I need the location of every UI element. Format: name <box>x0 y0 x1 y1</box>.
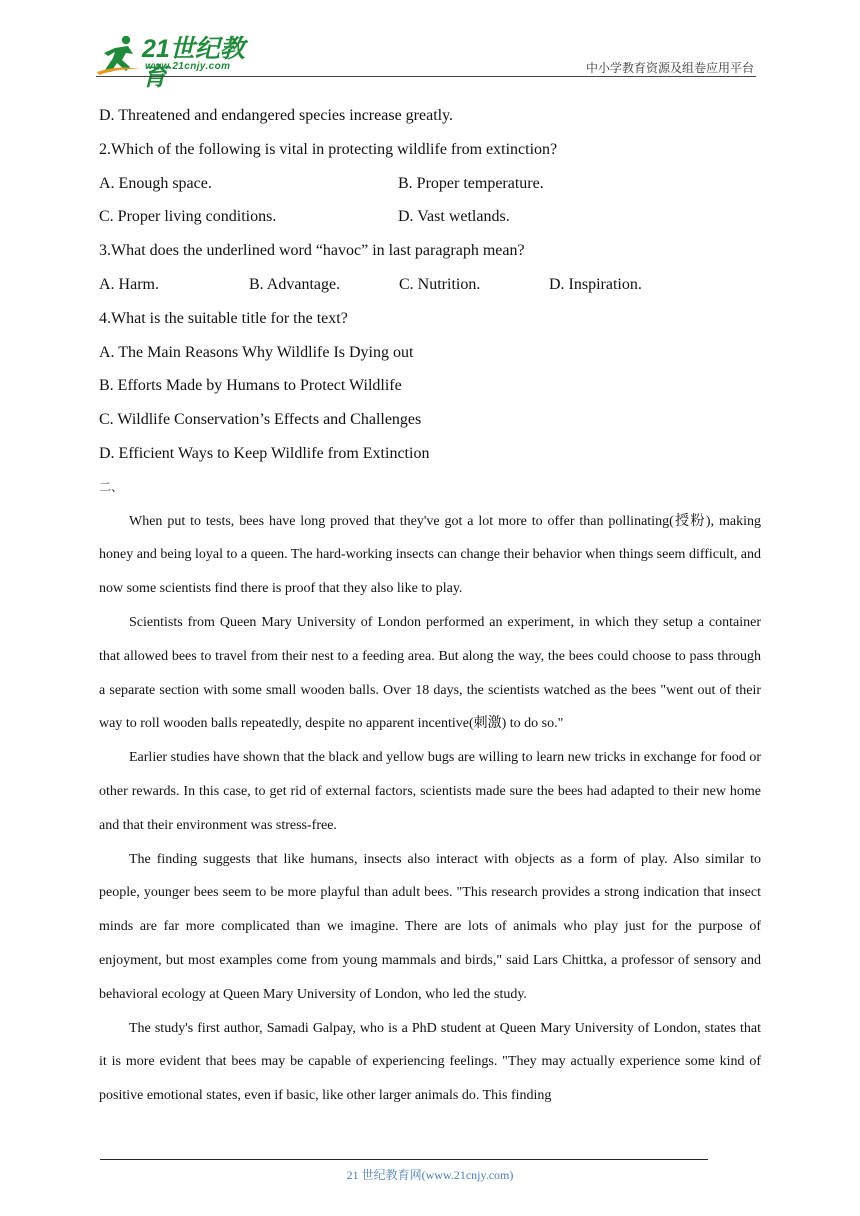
q2-option-c: C. Proper living conditions. <box>99 208 277 226</box>
header-divider <box>96 76 756 77</box>
q2-option-d: D. Vast wetlands. <box>398 208 510 226</box>
running-person-icon <box>95 34 143 78</box>
q1-option-d: D. Threatened and endangered species increase greatly. <box>99 107 454 124</box>
passage-paragraph-4: The finding suggests that like humans, insects also interact with objects as a form of play. Also similar to people, younger bees seem to be more playful than adult bees. "This research provides a strong indication that insect minds are far more complicated than we imagine. There are lots of animals who play just for the purpose of enjoyment, but most examples come from young mammals and birds," said Lars Chittka, a professor of sensory and behavioral ecology at Queen Mary University of London, who led the study. <box>99 851 761 1002</box>
header-tagline: 中小学教育资源及组卷应用平台 <box>585 61 754 75</box>
passage-paragraph-3: Earlier studies have shown that the black and yellow bugs are willing to learn new tricks in exchange for food or other rewards. In this case, to get rid of external factors, scientists made sure the bees had adapted to their new home and that their environment was stress-free. <box>99 750 761 833</box>
page-header <box>0 0 860 91</box>
logo-text: 21世纪教育 <box>142 35 245 91</box>
q3-option-b: B. Advantage. <box>249 275 341 293</box>
q2-option-b: B. Proper temperature. <box>398 174 544 192</box>
passage-paragraph-5: The study's first author, Samadi Galpay, who is a PhD student at Queen Mary University of London, states that it is more evident that bees may be capable of experiencing feelings. "They may actually experience some kind of positive emotional states, even if basic, like other larger animals do. This finding <box>99 1020 761 1104</box>
q2-options-row-2 <box>99 200 761 234</box>
q4-option-d: D. Efficient Ways to Keep Wildlife from Extinction <box>99 444 430 462</box>
logo-url: www.21cnjy.com <box>145 61 231 72</box>
page-content <box>99 99 761 1113</box>
footer-divider <box>100 1159 708 1160</box>
section-number: 二、 <box>99 479 124 494</box>
q4-option-b: B. Efforts Made by Humans to Protect Wildlife <box>99 377 402 395</box>
site-logo[interactable] <box>95 34 265 91</box>
question-2: 2.Which of the following is vital in protecting wildlife from extinction? <box>99 140 558 158</box>
q3-option-c: C. Nutrition. <box>399 275 481 293</box>
passage-paragraph-2: Scientists from Queen Mary University of London performed an experiment, in which they setup a container that allowed bees to travel from their nest to a feeding area. But along the way, the bees could choose to pass through a separate section with some small wooden balls. Over 18 days, the scientists watched as the bees "went out of their way to roll wooden balls repeatedly, despite no apparent incentive(刺激) to do so." <box>99 614 761 732</box>
question-4: 4.What is the suitable title for the text? <box>99 309 348 327</box>
question-3: 3.What does the underlined word “havoc” in last paragraph mean? <box>99 242 525 260</box>
q3-option-d: D. Inspiration. <box>549 275 642 293</box>
q3-option-a: A. Harm. <box>99 275 159 293</box>
q2-option-a: A. Enough space. <box>99 174 212 192</box>
page-footer[interactable]: 21 世纪教育网(www.21cnjy.com) <box>346 1168 514 1182</box>
q2-options-row-1 <box>99 167 761 201</box>
q4-option-c: C. Wildlife Conservation’s Effects and Challenges <box>99 411 422 429</box>
q3-options-row <box>99 268 761 302</box>
q4-option-a: A. The Main Reasons Why Wildlife Is Dying out <box>99 343 414 361</box>
passage-paragraph-1: When put to tests, bees have long proved that they've got a lot more to offer than pollinating(授粉), making honey and being loyal to a queen. The hard-working insects can change their behavior when things seem difficult, and now some scientists find there is proof that they also like to play. <box>99 513 761 597</box>
